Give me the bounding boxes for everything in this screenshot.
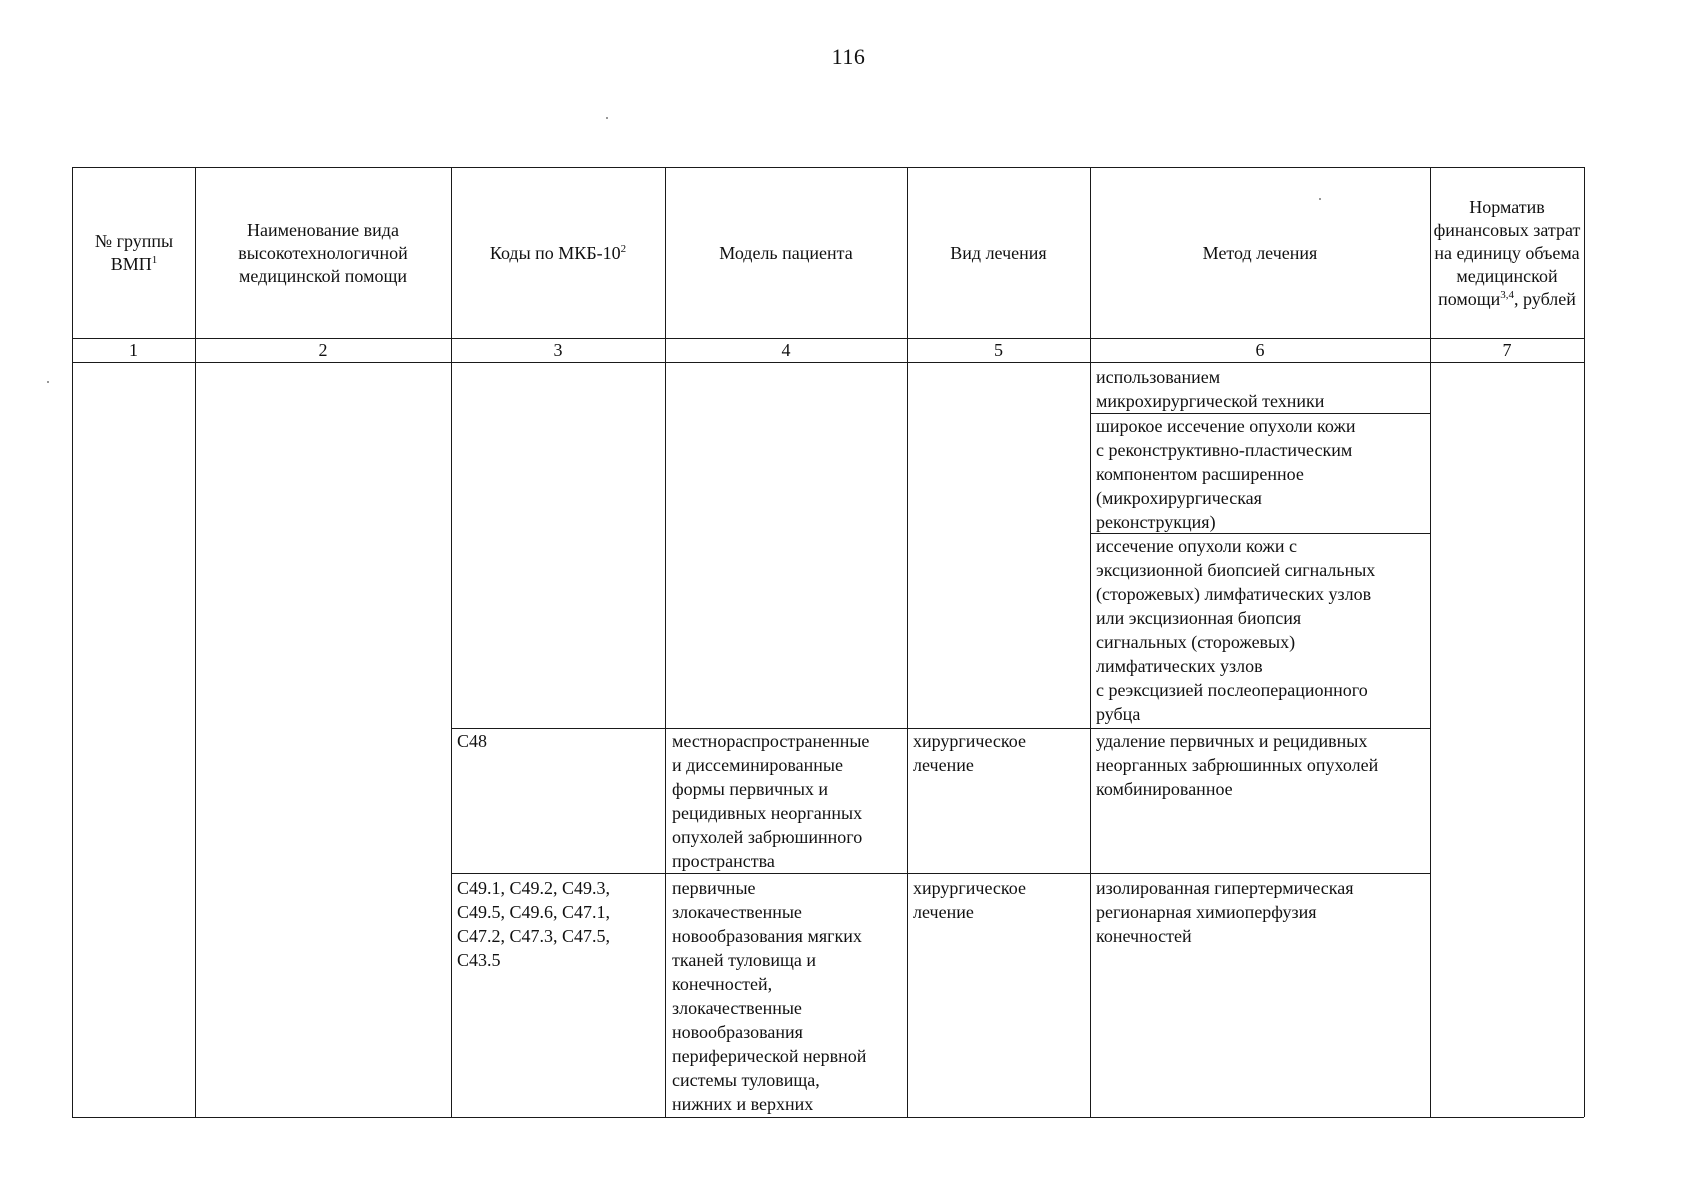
header-treatment-type: Вид лечения xyxy=(950,242,1047,263)
column-number: 6 xyxy=(1255,340,1265,360)
icd-codes-cell: С49.1, С49.2, С49.3, С49.5, С49.6, С47.1, С47.2, С47.3, С47.5, С43.5 xyxy=(457,878,611,970)
row-divider xyxy=(451,873,1430,874)
method-cell: использованием микрохирургической техники xyxy=(1096,367,1325,411)
method-cell: широкое иссечение опухоли кожи с реконструктивно-пластическим компонентом расширенное (микрохирургическая реконструкция) xyxy=(1096,416,1356,532)
col-border xyxy=(1090,167,1091,1117)
header-icd-codes: Коды по МКБ-$10^2$ xyxy=(489,242,627,263)
header-cost-standard: Норматив финансовых затрат на единицу объема медицинской помощи$^{3,4}$, рублей xyxy=(1433,196,1581,309)
page-number: 116 xyxy=(831,44,866,69)
scan-speck xyxy=(47,381,49,383)
table-border-top xyxy=(72,167,1584,168)
scan-speck xyxy=(606,117,608,119)
column-number: 5 xyxy=(994,340,1003,360)
col-border xyxy=(451,167,452,1117)
col-border xyxy=(665,167,666,1117)
column-number: 4 xyxy=(781,340,791,360)
column-number: 3 xyxy=(553,340,563,360)
column-number: 2 xyxy=(318,340,328,360)
column-number: 7 xyxy=(1502,340,1512,360)
col-border xyxy=(907,167,908,1117)
method-cell: удаление первичных и рецидивных неорганных забрюшинных опухолей комбинированное xyxy=(1096,731,1379,799)
treatment-type-cell: хирургическое лечение xyxy=(913,878,1026,922)
patient-model-cell: местнораспространенные и диссеминированные формы первичных и рецидивных неорганных опухолей забрюшинного пространства xyxy=(672,731,870,871)
col-border xyxy=(1430,167,1431,1117)
icd-codes-cell: С48 xyxy=(457,731,488,751)
header-care-type-name: Наименование вида высокотехнологичной медицинской помощи xyxy=(238,219,408,286)
treatment-type-cell: хирургическое лечение xyxy=(913,731,1026,775)
header-treatment-method: Метод лечения xyxy=(1202,242,1318,263)
column-number-divider xyxy=(72,362,1584,363)
col-border xyxy=(1584,167,1585,1117)
column-number: 1 xyxy=(129,340,138,360)
table-border-bottom xyxy=(72,1117,1584,1118)
method-cell: иссечение опухоли кожи с эксцизионной биопсией сигнальных (сторожевых) лимфатических узлов или эксцизионная биопсия сигнальных (сторожевых) лимфатических узлов с реэксцизией послеоперационного рубца xyxy=(1096,536,1376,724)
header-group-number: № группы ВМП$^1$ xyxy=(94,231,174,274)
col-border xyxy=(195,167,196,1117)
method-cell: изолированная гипертермическая регионарная химиоперфузия конечностей xyxy=(1096,878,1354,946)
col-border xyxy=(72,167,73,1117)
header-patient-model: Модель пациента xyxy=(719,242,853,263)
patient-model-cell: первичные злокачественные новообразования мягких тканей туловища и конечностей, злокачественные новообразования периферической нервной системы туловища, нижних и верхних xyxy=(672,878,867,1114)
